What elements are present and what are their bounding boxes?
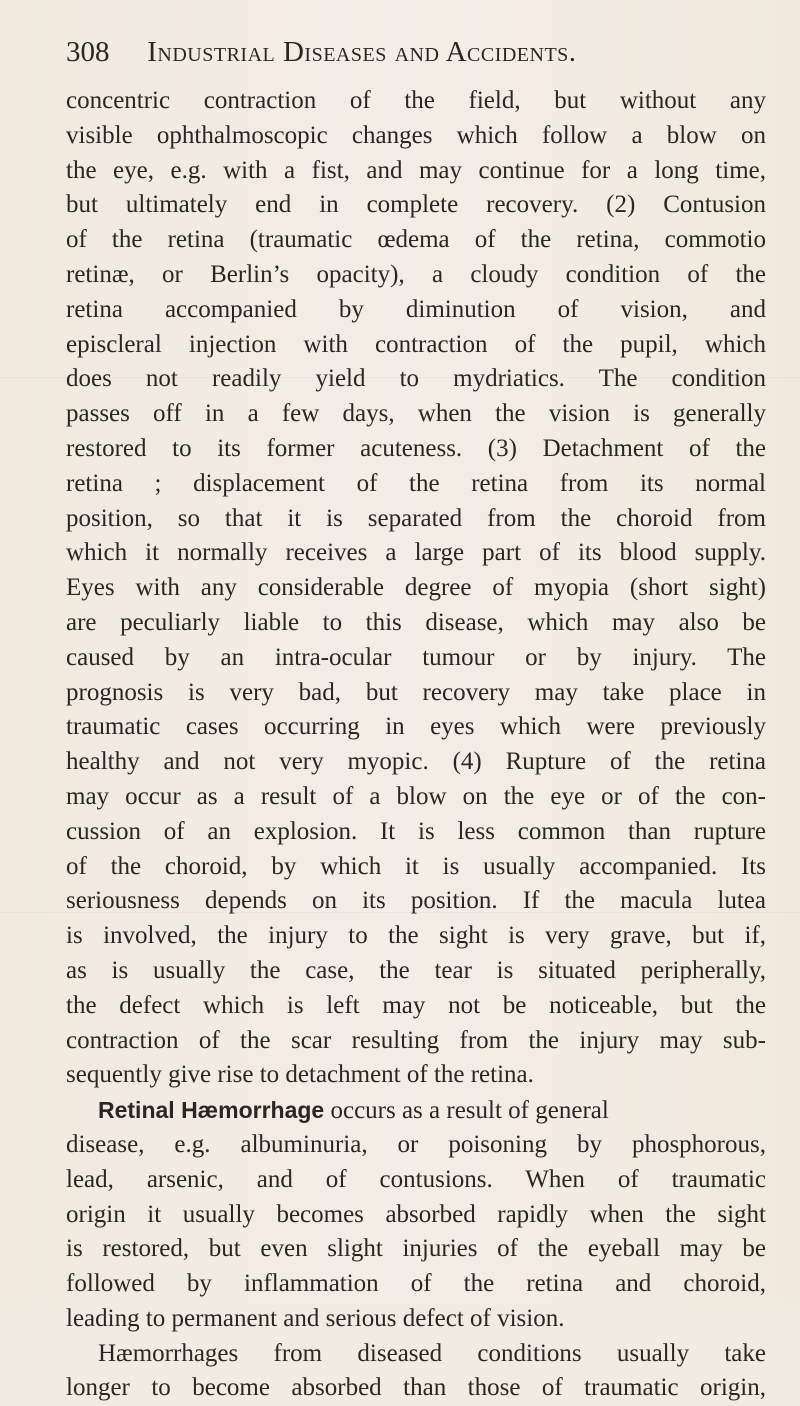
text-line: does not readily yield to mydriatics. The condition: [66, 365, 766, 393]
text-line: but ultimately end in complete recovery. (2) Contusion: [66, 191, 766, 219]
text-line: traumatic cases occurring in eyes which were previously: [66, 713, 766, 741]
text-line: leading to permanent and serious defect of vision.: [66, 1304, 565, 1332]
text-line: is involved, the injury to the sight is very grave, but if,: [66, 922, 766, 950]
text-line: as is usually the case, the tear is situated peripherally,: [66, 956, 766, 984]
text-line: is restored, but even slight injuries of the eyeball may be: [66, 1235, 766, 1263]
running-head: Industrial Diseases and Accidents.: [147, 36, 577, 68]
text-line: disease, e.g. albuminuria, or poisoning by phosphorous,: [66, 1130, 766, 1158]
text-line: position, so that it is separated from the choroid from: [66, 504, 766, 532]
text-line: restored to its former acuteness. (3) Detachment of the: [66, 434, 766, 462]
body-text: [66, 84, 766, 1406]
text-line: Hæmorrhages from diseased conditions usually take: [98, 1339, 766, 1367]
text-line: cussion of an explosion. It is less common than rupture: [66, 817, 766, 845]
text-line: of the choroid, by which it is usually accompanied. Its: [66, 852, 766, 880]
page-header: [66, 30, 766, 74]
text-line: healthy and not very myopic. (4) Rupture of the retina: [66, 748, 766, 776]
text-line: origin it usually becomes absorbed rapidly when the sight: [66, 1200, 766, 1228]
text-line: concentric contraction of the field, but without any: [66, 87, 766, 114]
text-line: the defect which is left may not be noticeable, but the: [66, 991, 766, 1019]
text-line: of the retina (traumatic œdema of the retina, commotio: [66, 226, 766, 254]
text-line: passes off in a few days, when the vision is generally: [66, 400, 766, 428]
text-line: sequently give rise to detachment of the retina.: [66, 1061, 534, 1089]
text-line: Eyes with any considerable degree of myopia (short sight): [66, 574, 766, 602]
text-fragment: occurs as a result of general: [324, 1097, 609, 1125]
text-line: the eye, e.g. with a fist, and may continue for a long time,: [66, 156, 766, 184]
text-line: retinæ, or Berlin’s opacity), a cloudy condition of the: [66, 260, 766, 288]
text-line: episcleral injection with contraction of the pupil, which: [66, 330, 766, 358]
text-line: visible ophthalmoscopic changes which follow a blow on: [66, 121, 766, 149]
text-line: seriousness depends on its position. If the macula lutea: [66, 887, 766, 915]
text-line: prognosis is very bad, but recovery may take place in: [66, 678, 766, 706]
text-line: retina ; displacement of the retina from its normal: [66, 469, 766, 497]
text-line: followed by inflammation of the retina and choroid,: [66, 1270, 766, 1298]
text-line: caused by an intra-ocular tumour or by injury. The: [66, 643, 766, 671]
text-line: longer to become absorbed than those of traumatic origin,: [66, 1374, 766, 1402]
text-line: contraction of the scar resulting from the injury may sub-: [66, 1026, 766, 1054]
text-line: lead, arsenic, and of contusions. When of traumatic: [66, 1165, 766, 1193]
section-heading-retinal-haemorrhage: Retinal Hæmorrhage: [98, 1097, 325, 1124]
retinal-haemorrhage-paragraph-start: [66, 1093, 766, 1128]
text-line: may occur as a result of a blow on the eye or of the con-: [66, 782, 766, 810]
text-line: which it normally receives a large part of its blood supply.: [66, 539, 766, 567]
text-line: are peculiarly liable to this disease, which may also be: [66, 608, 766, 636]
text-line: retina accompanied by diminution of vision, and: [66, 295, 766, 323]
page-number: 308: [66, 36, 110, 68]
